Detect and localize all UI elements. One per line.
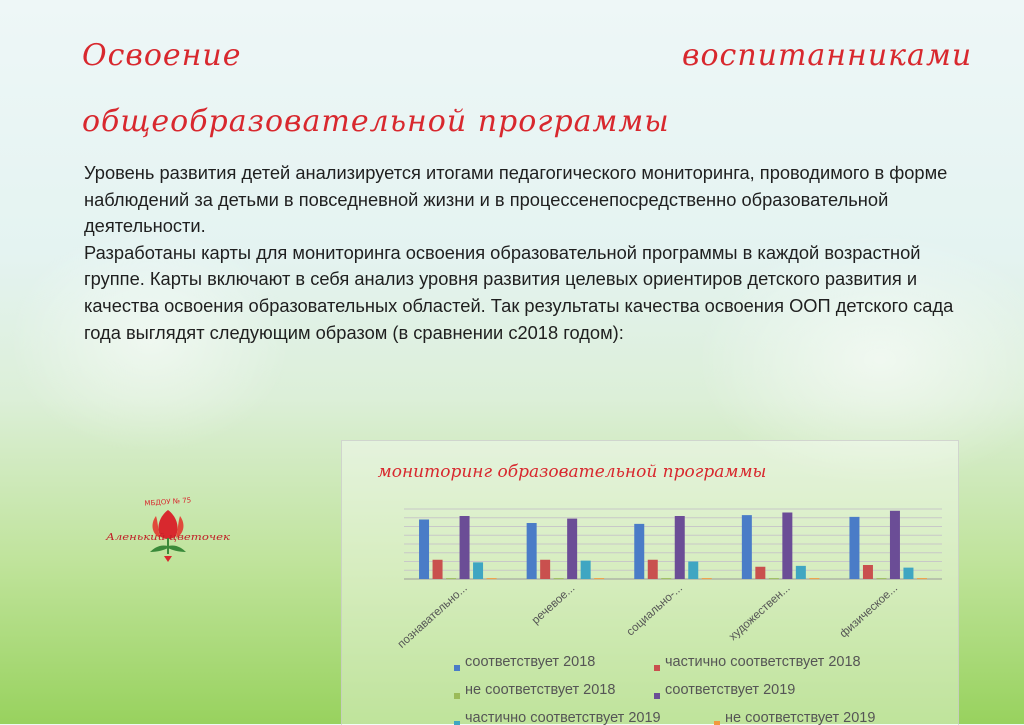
legend-label: частично соответствует 2019 — [465, 710, 661, 725]
bar — [433, 560, 443, 579]
page-title-word-2: воспитанниками — [682, 38, 973, 73]
bar — [460, 516, 470, 579]
legend-swatch — [714, 721, 720, 725]
legend-label: соответствует 2018 — [465, 654, 596, 670]
category-label: физическое... — [837, 582, 901, 641]
legend-label: не соответствует 2018 — [465, 682, 616, 698]
legend-label: частично соответствует 2018 — [665, 654, 861, 670]
logo-top-text: МБДОУ № 75 — [144, 496, 192, 508]
bar — [594, 578, 604, 579]
bar — [755, 567, 765, 579]
bar — [446, 578, 456, 579]
bar — [796, 566, 806, 579]
bar — [809, 578, 819, 579]
bar — [876, 578, 886, 579]
bar — [487, 578, 497, 579]
bar — [903, 568, 913, 579]
bar — [769, 578, 779, 579]
category-label: познавательно... — [395, 582, 470, 651]
bar — [702, 578, 712, 579]
category-label: художествен... — [726, 582, 793, 644]
bar — [648, 560, 658, 579]
bar — [849, 517, 859, 579]
paragraph-1: Уровень развития детей анализируется итогами педагогического мониторинга, проводимого в форме наблюдений за детьми в повседневной жизни и в процессенепосредственно образовательной деятельности. — [84, 162, 948, 237]
bar — [527, 523, 537, 579]
paragraph-2: Разработаны карты для мониторинга освоения образовательной программы в каждой возрастной группе. Карты включают в себя анализ уровня развития целевых ориентиров детского развития и качества освоения образовательных областей. Так результаты качества освоения ООП детского сада года выглядят следующим образом (в сравнении с2018 годом): — [84, 241, 954, 343]
page-title-line-2: общеобразовательной программы — [82, 104, 670, 139]
bar — [675, 516, 685, 579]
bar — [782, 513, 792, 580]
bar — [540, 560, 550, 579]
bar — [917, 578, 927, 579]
category-label: речевое... — [529, 582, 578, 627]
bar — [554, 578, 564, 579]
legend-swatch — [454, 665, 460, 671]
chart-title: мониторинг образовательной программы — [377, 462, 767, 482]
bar — [419, 520, 429, 580]
bar — [742, 515, 752, 579]
bar — [688, 562, 698, 580]
bar — [567, 519, 577, 579]
logo-name: Аленький цветочек — [104, 532, 231, 543]
body-text — [84, 160, 964, 346]
legend-swatch — [454, 721, 460, 725]
legend-swatch — [454, 693, 460, 699]
bar — [661, 578, 671, 579]
kindergarten-logo — [100, 492, 235, 564]
bar — [634, 524, 644, 579]
legend-label: соответствует 2019 — [665, 682, 796, 698]
bar — [581, 561, 591, 579]
chart-panel — [341, 440, 959, 725]
legend-label: не соответствует 2019 — [725, 710, 876, 725]
bar — [473, 562, 483, 579]
legend-swatch — [654, 693, 660, 699]
page-title-word-1: Освоение — [82, 38, 242, 73]
legend-swatch — [654, 665, 660, 671]
bar-chart — [342, 441, 958, 725]
category-label: социально-... — [624, 582, 686, 639]
bar — [890, 511, 900, 579]
bar — [863, 565, 873, 579]
